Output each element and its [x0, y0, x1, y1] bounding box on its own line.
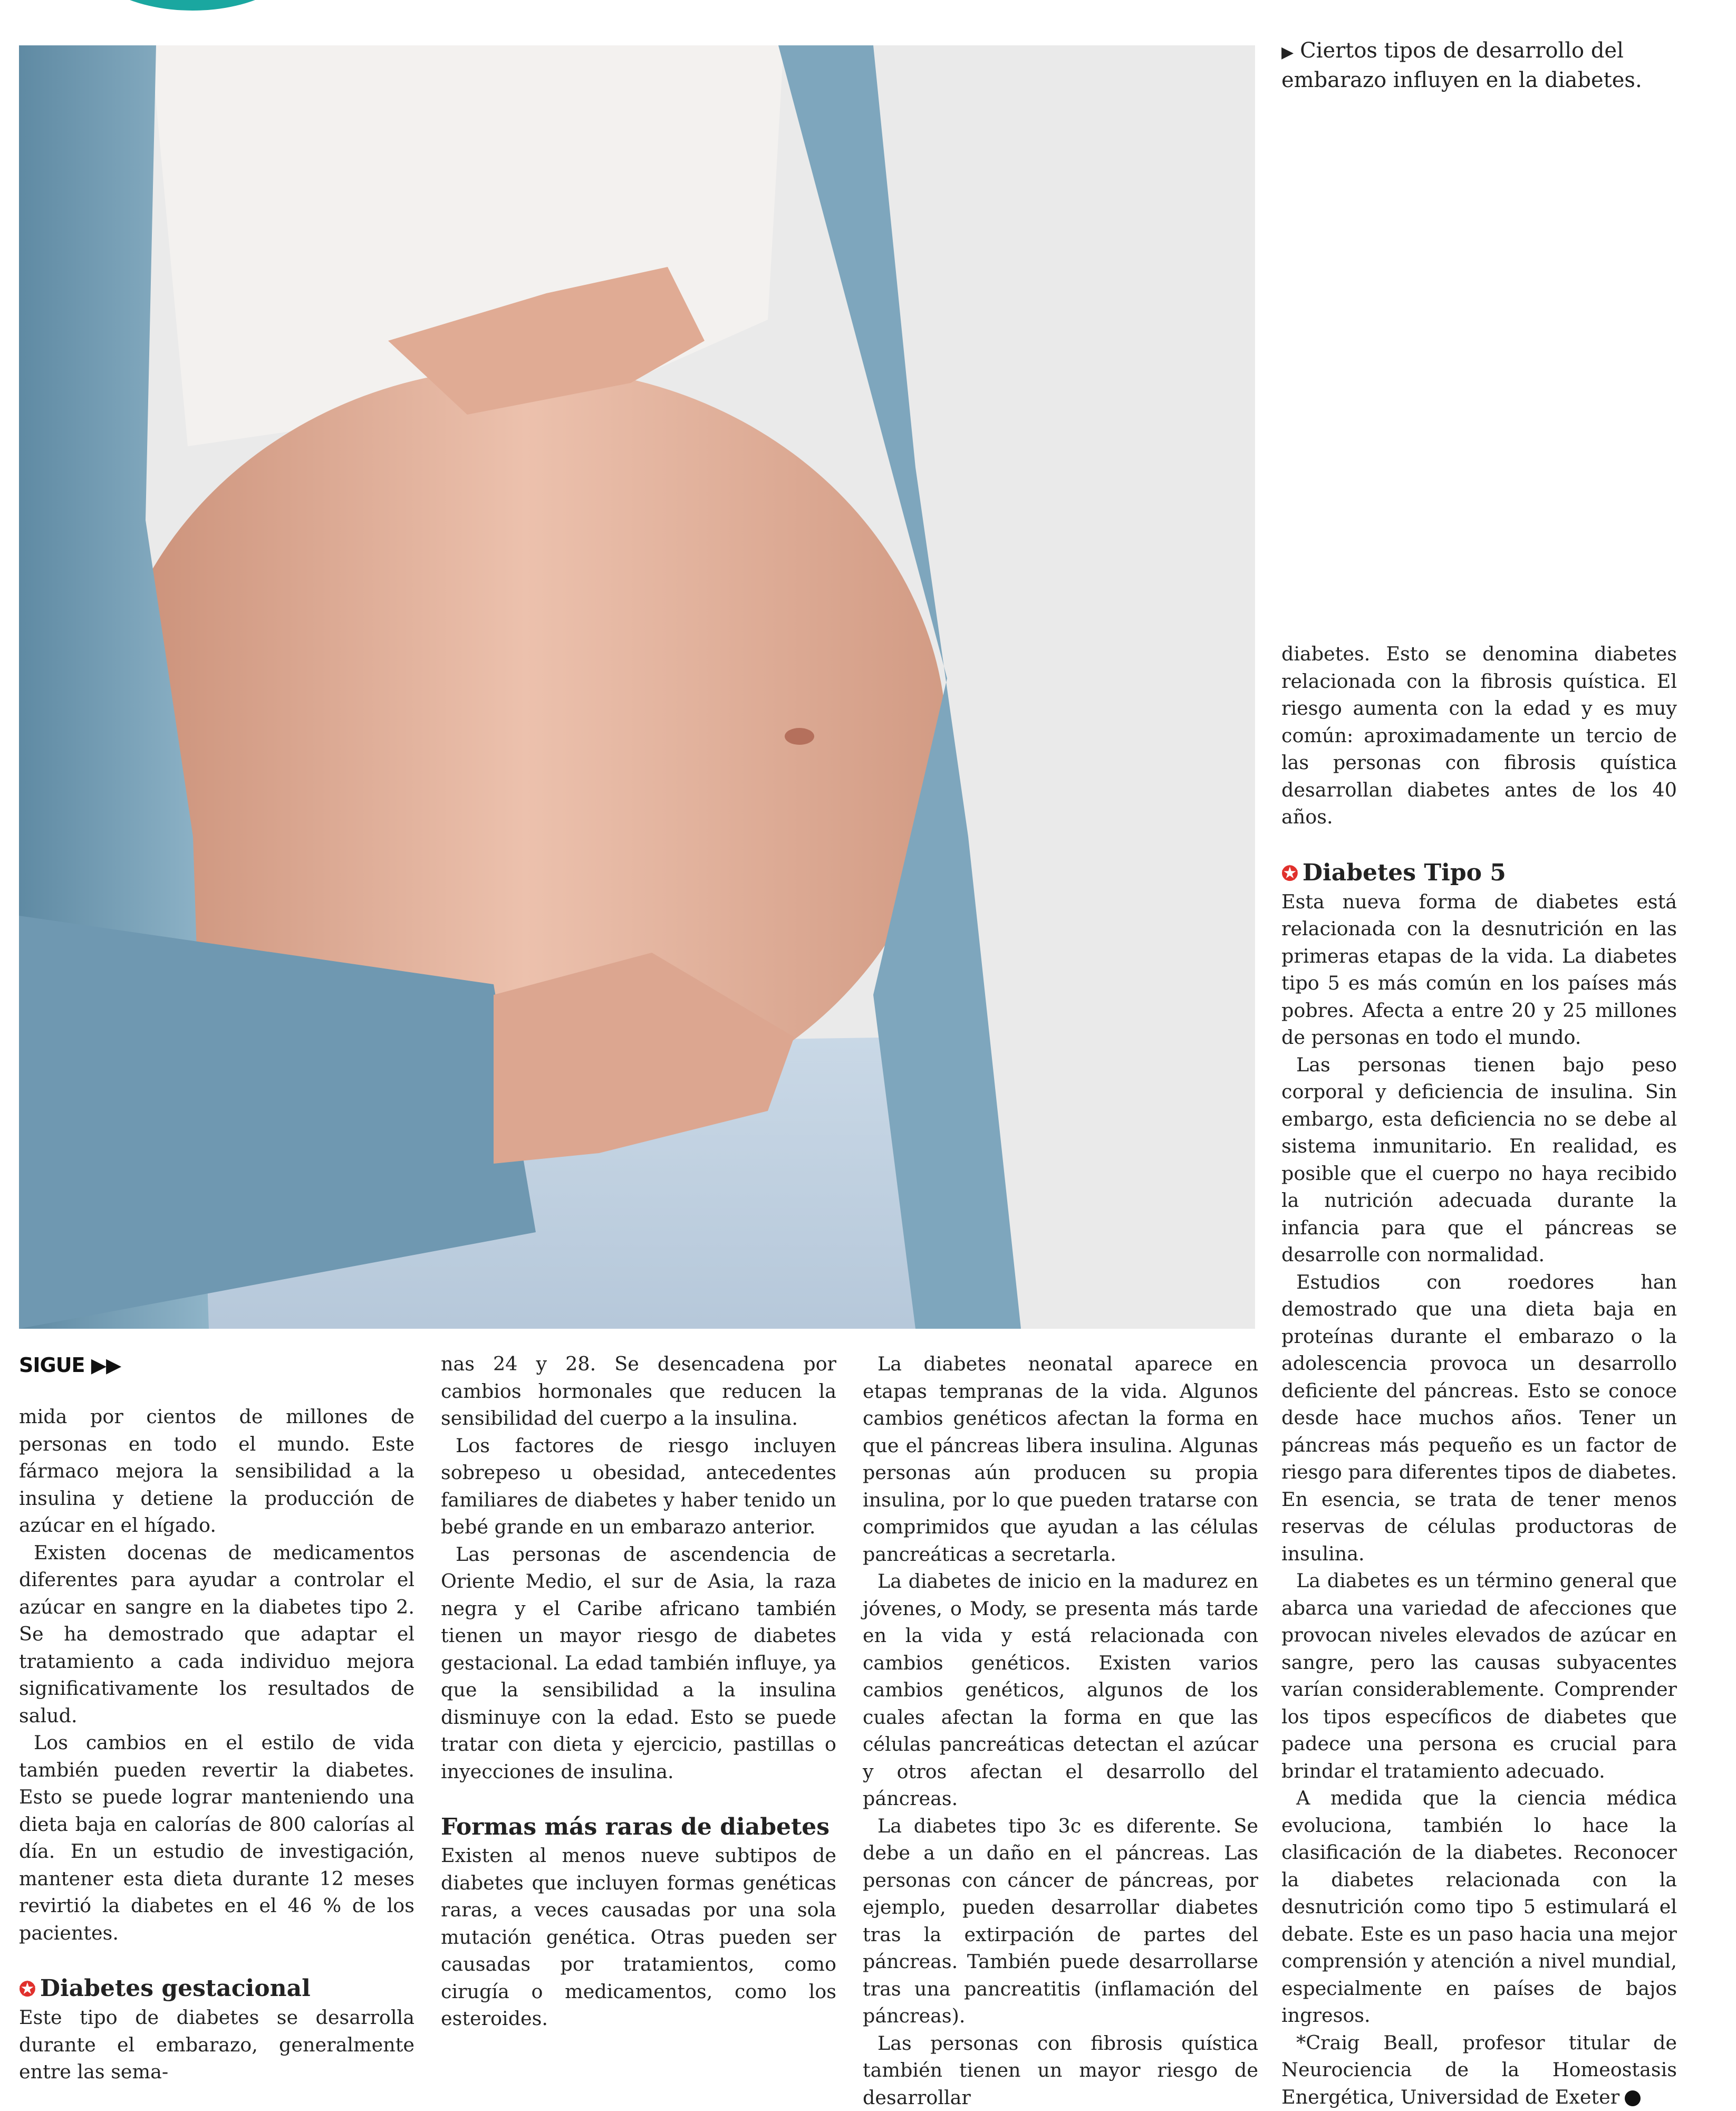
- article-column-1: [19, 1403, 414, 2086]
- paragraph: Las personas con fibrosis quística también tienen un mayor riesgo de desarrollar: [863, 2030, 1258, 2111]
- paragraph: Las personas de ascendencia de Oriente Medio, el sur de Asia, la raza negra y el Caribe africano también tienen un mayor riesgo de diabetes gestacional. La edad también influye, ya que la sensibilidad a la insulina disminuye con la edad. Esto se puede tratar con dieta y ejercicio, pastillas o inyecciones de insulina.: [441, 1541, 836, 1786]
- paragraph: La diabetes tipo 3c es diferente. Se debe a un daño en el páncreas. Las personas con cáncer de páncreas, por ejemplo, pueden desarrollar diabetes tras la extirpación de partes del páncreas. También puede desarrollarse tras una pancreatitis (inflamación del páncreas).: [863, 1812, 1258, 2030]
- paragraph: A medida que la ciencia médica evoluciona, también lo hace la clasificación de la diabetes. Reconocer la diabetes relacionada con la desnutrición como tipo 5 estimulará el debate. Este es un paso hacia una mejor comprensión y atención a nivel mundial, especialmente en países de bajos ingresos.: [1281, 1784, 1677, 2029]
- section-heading-tipo5: ✪ Diabetes Tipo 5: [1281, 858, 1677, 888]
- pregnant-belly-photo: [19, 45, 1255, 1329]
- paragraph: La diabetes de inicio en la madurez en jóvenes, o Mody, se presenta más tarde en la vida y está relacionada con cambios genéticos. Existen varios cambios genéticos, algunos de los cuales afectan la forma en que las células pancreáticas detectan el azúcar y otros afectan el desarrollo del páncreas.: [863, 1568, 1258, 1812]
- section-tab-decoration: [79, 0, 306, 11]
- bullet-icon: ✪: [1281, 861, 1298, 885]
- article-column-2: [441, 1350, 836, 2032]
- paragraph: Los cambios en el estilo de vida también pueden revertir la diabetes. Esto se puede lograr manteniendo una dieta baja en calorías de 800 calorías al día. En un estudio de investigación, mantener esta dieta durante 12 meses revirtió la diabetes en el 46 % de los pacientes.: [19, 1729, 414, 1946]
- paragraph: Estudios con roedores han demostrado que una dieta baja en proteínas durante el embarazo o la adolescencia provoca un desarrollo deficiente del páncreas. Esto se conoce desde hace muchos años. Tener un páncreas más pequeño es un factor de riesgo para diferentes tipos de diabetes. En esencia, se trata de tener menos reservas de células productoras de insulina.: [1281, 1269, 1677, 1568]
- end-mark-icon: [1625, 2090, 1641, 2106]
- section-heading-raras: Formas más raras de diabetes: [441, 1812, 836, 1842]
- paragraph: nas 24 y 28. Se desencadena por cambios hormonales que reducen la sensibilidad del cuerpo a la insulina.: [441, 1350, 836, 1432]
- article-column-4: [1281, 640, 1677, 2110]
- caption-text: Ciertos tipos de desarrollo del embarazo influyen en la diabetes.: [1281, 39, 1642, 92]
- paragraph: mida por cientos de millones de personas en todo el mundo. Este fármaco mejora la sensibilidad a la insulina y detiene la producción de azúcar en el hígado.: [19, 1403, 414, 1539]
- paragraph: Existen docenas de medicamentos diferentes para ayudar a controlar el azúcar en sangre en la diabetes tipo 2. Se ha demostrado que adaptar el tratamiento a cada individuo mejora significativamente los resultados de salud.: [19, 1539, 414, 1730]
- paragraph: La diabetes neonatal aparece en etapas tempranas de la vida. Algunos cambios genéticos afectan la forma en que el páncreas libera insulina. Algunas personas aún producen su propia insulina, por lo que pueden tratarse con comprimidos que ayudan a las células pancreáticas a secretarla.: [863, 1350, 1258, 1568]
- caption-arrow-icon: ▶: [1281, 43, 1294, 62]
- continue-marker: SIGUE ▶▶: [19, 1354, 121, 1377]
- paragraph: Esta nueva forma de diabetes está relacionada con la desnutrición en las primeras etapas de la vida. La diabetes tipo 5 es más común en los países más pobres. Afecta a entre 20 y 25 millones de personas en todo el mundo.: [1281, 888, 1677, 1051]
- bullet-icon: ✪: [19, 1977, 36, 2001]
- paragraph: Existen al menos nueve subtipos de diabetes que incluyen formas genéticas raras, a veces causadas por una sola mutación genética. Otras pueden ser causadas por tratamientos, como cirugía o medicamentos, como los esteroides.: [441, 1842, 836, 2032]
- photo-caption: [1281, 37, 1714, 94]
- author-byline: *Craig Beall, profesor titular de Neurociencia de la Homeostasis Energética, Universidad de Exeter: [1281, 2029, 1677, 2111]
- paragraph: Este tipo de diabetes se desarrolla durante el embarazo, generalmente entre las sema-: [19, 2004, 414, 2086]
- paragraph: diabetes. Esto se denomina diabetes relacionada con la fibrosis quística. El riesgo aumenta con la edad y es muy común: aproximadamente un tercio de las personas con fibrosis quística desarrollan diabetes antes de los 40 años.: [1281, 640, 1677, 831]
- article-column-3: [863, 1350, 1258, 2111]
- paragraph: Los factores de riesgo incluyen sobrepeso u obesidad, antecedentes familiares de diabetes y haber tenido un bebé grande en un embarazo anterior.: [441, 1432, 836, 1541]
- paragraph: La diabetes es un término general que abarca una variedad de afecciones que provocan niveles elevados de azúcar en sangre, pero las causas subyacentes varían considerablemente. Comprender los tipos específicos de diabetes que padece una persona es crucial para brindar el tratamiento adecuado.: [1281, 1567, 1677, 1784]
- section-heading-gestacional: ✪ Diabetes gestacional: [19, 1974, 414, 2004]
- paragraph: Las personas tienen bajo peso corporal y deficiencia de insulina. Sin embargo, esta deficiencia no se debe al sistema inmunitario. En realidad, es posible que el cuerpo no haya recibido la nutrición adecuada durante la infancia para que el páncreas se desarrolle con normalidad.: [1281, 1051, 1677, 1269]
